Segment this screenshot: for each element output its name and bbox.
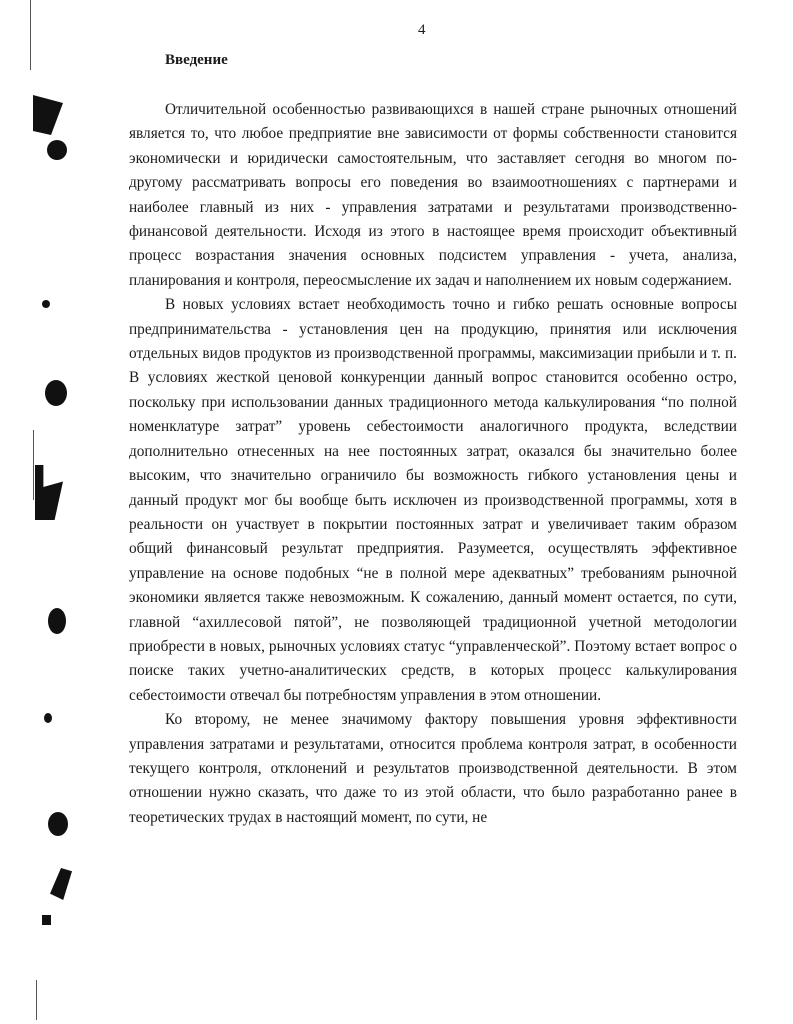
scan-edge-line-top: [30, 0, 31, 70]
body-text: [129, 98, 737, 830]
scan-mark-2: [47, 140, 67, 160]
scan-mark-9: [50, 868, 72, 900]
scan-mark-10: [42, 915, 51, 925]
scan-mark-3: [42, 300, 50, 308]
paragraph-1: Отличительной особенностью развивающихся в нашей стране рыночных отношений является то, что любое предприятие вне зависимости от формы собственности становится экономически и юридически самостоятельным, что заставляет сегодня во многом по-другому рассматривать вопросы его поведения во взаимоотношениях с партнерами и наиболее главный из них - управления затратами и результатами производственно-финансовой деятельности. Исходя из этого в настоящее время происходит объективный процесс возрастания значения основных подсистем управления - учета, анализа, планирования и контроля, переосмысление их задач и наполнением их новым содержанием.: [129, 101, 737, 289]
scan-mark-1: [33, 95, 63, 135]
paragraph-2: В новых условиях встает необходимость точно и гибко решать основные вопросы предпринимательства - установления цен на продукцию, принятия или исключения отдельных видов продуктов из производственной программы, максимизации прибыли и т. п. В условиях жесткой ценовой конкуренции данный вопрос становится особенно остро, поскольку при использовании данных традиционного метода калькулирования “по полной номенклатуре затрат” уровень себестоимости аналогичного продукта, вследствии дополнительно отнесенных на нее постоянных затрат, оказался бы значительно более высоким, что значительно ограничило бы возможность гибкого установления цены и данный продукт мог бы вообще быть исключен из производственной программы, хотя в реальности он участвует в покрытии постоянных затрат и увеличивает таким образом общий финансовый результат предприятия. Разумеется, осуществлять эффективное управление на основе подобных “не в полной мере адекватных” требованиям рыночной экономики является также невозможным. К сожалению, данный момент остается, по сути, главной “ахиллесовой пятой”, не позволяющей традиционной учетной методологии приобрести в новых, рыночных условиях статус “управленческой”. Поэтому встает вопрос о поиске таких учетно-аналитических средств, в которых процесс калькулирования себестоимости отвечал бы потребностям управления в этом отношении.: [129, 296, 737, 704]
scan-mark-7: [44, 713, 52, 723]
page-number: 4: [418, 22, 426, 38]
scan-mark-8: [48, 812, 68, 836]
section-heading: Введение: [165, 52, 228, 68]
scan-mark-4: [45, 380, 67, 406]
scan-mark-5: [35, 465, 63, 520]
paragraph-3: Ко второму, не менее значимому фактору повышения уровня эффективности управления затратами и результатами, относится проблема контроля затрат, в особенности текущего контроля, отклонений и результатов производственной деятельности. В этом отношении нужно сказать, что даже то из этой области, что было разработанно ранее в теоретических трудах в настоящий момент, по сути, не: [129, 711, 737, 826]
scan-edge-line-mid: [33, 430, 34, 500]
scan-mark-6: [48, 608, 66, 634]
scan-edge-line-bottom: [36, 980, 37, 1020]
